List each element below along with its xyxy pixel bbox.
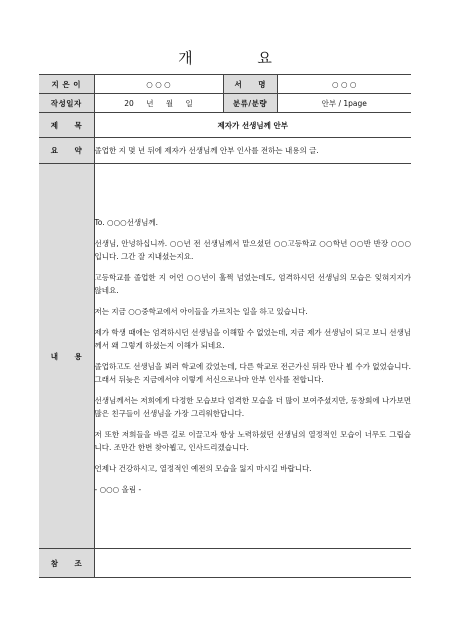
content-paragraph: 고등학교를 졸업한 지 어언 ○○년이 훌쩍 넘었는데도, 엄격하시던 선생님의 모습은 잊혀지지가 않네요.: [94, 273, 411, 295]
category-label: 분류/분량: [223, 94, 277, 113]
summary-value: 졸업한 지 몇 년 뒤에 제자가 선생님께 안부 인사를 전하는 내용의 글.: [94, 138, 411, 164]
summary-label: 요 약: [39, 138, 94, 164]
author-value: ○ ○ ○: [94, 75, 223, 94]
document-title: 개 요: [178, 49, 302, 67]
author-label: 지 은 이: [39, 75, 94, 94]
content-row: [39, 164, 411, 549]
summary-row: [39, 138, 411, 164]
date-row: [39, 94, 411, 113]
category-value: 안부 / 1page: [277, 94, 411, 113]
subject-value: 제자가 선생님께 안부: [94, 113, 411, 138]
publisher-label: 서 명: [223, 75, 277, 94]
content-paragraph: To. ○○○선생님께.: [94, 218, 159, 227]
content-paragraph: 언제나 건강하시고, 열정적인 예전의 모습을 잃지 마시길 바랍니다.: [94, 464, 312, 473]
content-paragraph: 졸업하고도 선생님을 뵈러 학교에 갔었는데, 다른 학교로 전근가신 뒤라 만나 뵐 수가 없었습니다. 그래서 뒤늦은 지금에서야 이렇게 서신으로나마 안부 인사를 전합니다.: [94, 362, 411, 384]
subject-row: [39, 113, 411, 138]
reference-value: [94, 549, 411, 578]
subject-label: 제 목: [39, 113, 94, 138]
content-paragraph: 제가 학생 때에는 엄격하시던 선생님을 이해할 수 없었는데, 지금 제가 선생님이 되고 보니 선생님께서 왜 그렇게 하셨는지 이해가 되네요.: [94, 328, 411, 350]
author-row: [39, 75, 411, 94]
content-paragraph: 선생님, 안녕하십니까. ○○년 전 선생님께서 맡으셨던 ○○고등학교 ○○학년 ○○반 반장 ○○○입니다. 그간 잘 지내셨는지요.: [94, 239, 411, 261]
content-paragraph: 저 또한 저희들을 바른 길로 이끌고자 항상 노력하셨던 선생님의 열정적인 모습이 너무도 그립습니다. 조만간 한번 찾아뵙고, 인사드리겠습니다.: [94, 430, 411, 452]
content-body: [94, 164, 411, 549]
publisher-value: ○ ○ ○: [277, 75, 411, 94]
date-label: 작성일자: [39, 94, 94, 113]
content-paragraph: 저는 지금 ○○중학교에서 아이들을 가르치는 일을 하고 있습니다.: [94, 307, 308, 316]
reference-label: 참 조: [39, 549, 94, 578]
content-label: 내 용: [39, 164, 94, 549]
summary-form-table: [39, 74, 411, 578]
reference-row: [39, 549, 411, 578]
date-value: 20 년 월 일: [94, 94, 223, 113]
content-paragraph: 선생님께서는 저희에게 다정한 모습보다 엄격한 모습을 더 많이 보여주셨지만, 동창회에 나가보면 많은 친구들이 선생님을 가장 그리워한답니다.: [94, 396, 411, 418]
content-signature: - ○○○ 올림 -: [94, 485, 142, 494]
